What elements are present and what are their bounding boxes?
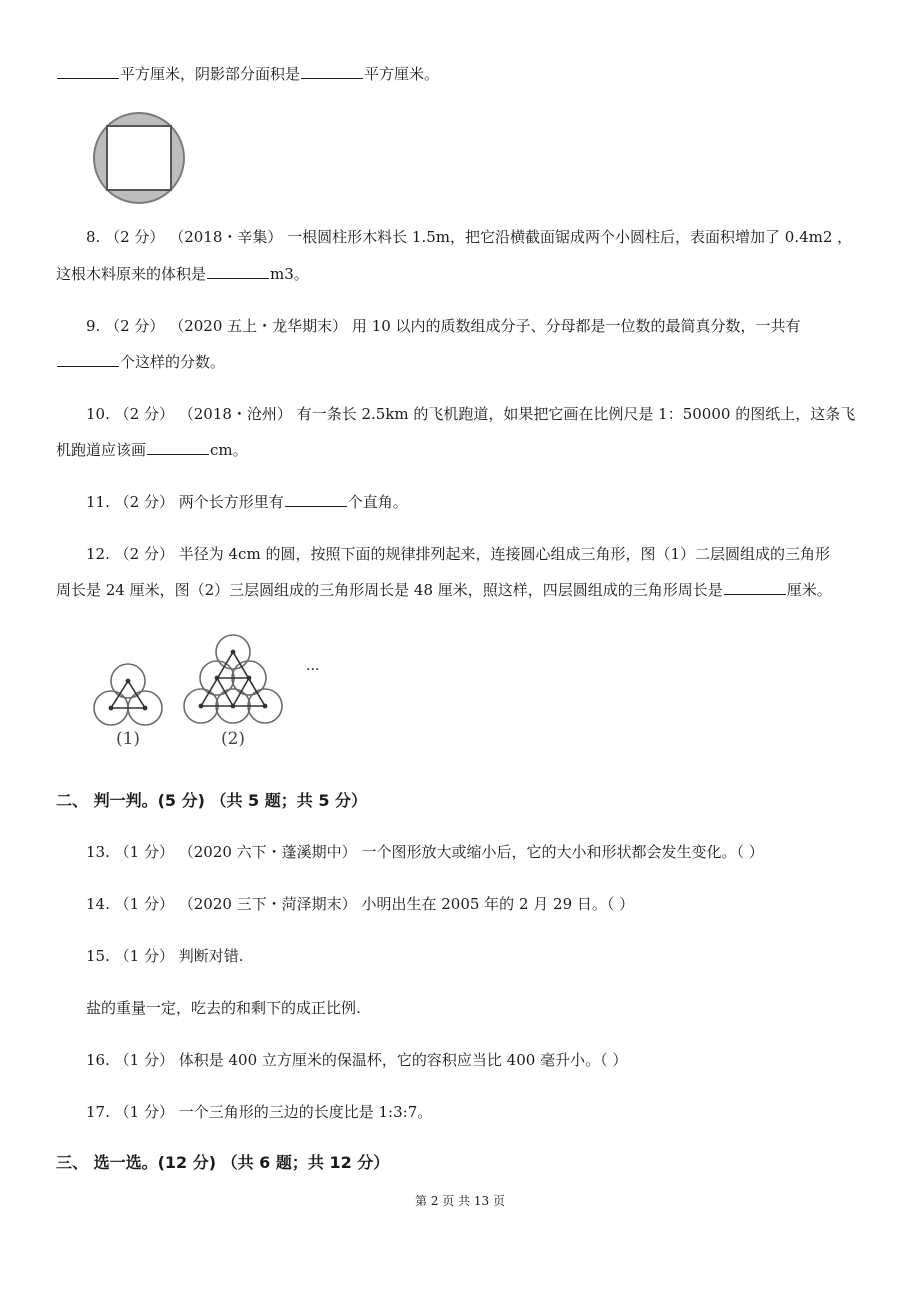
q8-text-2: 这根木料原来的体积是 <box>56 265 207 283</box>
q16-number: 16. <box>86 1051 110 1069</box>
q9-line-1 <box>86 316 801 336</box>
q17-number: 17. <box>86 1103 110 1121</box>
q9-line-2 <box>56 352 225 372</box>
q12-text-2: 周长是 24 厘米，图（2）三层圆组成的三角形周长是 48 厘米，照这样，四层圆组成的三角形周长是 <box>56 581 723 599</box>
q10-line-1 <box>86 404 855 424</box>
q10-points: （2 分） <box>114 405 174 423</box>
q14-source: （2020 三下・菏泽期末） <box>178 895 357 913</box>
q12-ellipsis: ··· <box>306 662 320 678</box>
answer-blank[interactable] <box>207 264 269 279</box>
q8-line-1 <box>86 227 852 247</box>
q13-points: （1 分） <box>114 843 174 861</box>
page-footer: 第 2 页 共 13 页 <box>415 1194 505 1208</box>
answer-blank[interactable] <box>57 64 119 79</box>
q9-source: （2020 五上・龙华期末） <box>169 317 348 335</box>
q9-text: 用 10 以内的质数组成分子、分母都是一位数的最简真分数，一共有 <box>351 317 801 335</box>
answer-blank[interactable] <box>285 492 347 507</box>
q13-text: 一个图形放大或缩小后，它的大小和形状都会发生变化。（ ） <box>361 843 764 861</box>
q10-text: 有一条长 2.5km 的飞机跑道，如果把它画在比例尺是 1：50000 的图纸上，这条飞 <box>296 405 856 423</box>
answer-blank[interactable] <box>57 352 119 367</box>
q8-number: 8. <box>86 228 101 246</box>
q15-number: 15. <box>86 947 110 965</box>
q16-line <box>86 1050 627 1070</box>
q8-text-2-tail: m3。 <box>270 265 309 283</box>
answer-blank[interactable] <box>724 580 786 595</box>
q13-number: 13. <box>86 843 110 861</box>
q12-fig-label-1: (1) <box>115 729 141 748</box>
q17-line <box>86 1102 432 1122</box>
q10-source: （2018・沧州） <box>178 405 292 423</box>
q17-points: （1 分） <box>114 1103 174 1121</box>
q11-number: 11. <box>86 493 110 511</box>
q11-line <box>86 492 408 512</box>
answer-blank[interactable] <box>147 440 209 455</box>
q12-line-1 <box>86 544 830 564</box>
q16-points: （1 分） <box>114 1051 174 1069</box>
q10-text-2: 机跑道应该画 <box>56 441 147 459</box>
q8-points: （2 分） <box>105 228 165 246</box>
q12-text-2-tail: 厘米。 <box>786 581 832 599</box>
q7-circle-square-figure <box>90 110 190 210</box>
q12-text: 半径为 4cm 的圆，按照下面的规律排列起来，连接圆心组成三角形，图（1）二层圆组成的三角形 <box>178 545 830 563</box>
q12-points: （2 分） <box>114 545 174 563</box>
q10-line-2 <box>56 440 248 460</box>
q7-answer-line <box>56 64 439 84</box>
q8-text: 一根圆柱形木料长 1.5m，把它沿横截面锯成两个小圆柱后，表面积增加了 0.4m2 ， <box>287 228 853 246</box>
section-2-heading: 二、 判一判。(5 分) （共 5 题；共 5 分） <box>56 791 368 810</box>
q9-points: （2 分） <box>105 317 165 335</box>
q10-number: 10. <box>86 405 110 423</box>
q12-number: 12. <box>86 545 110 563</box>
q15-line <box>86 946 244 966</box>
q11-points: （2 分） <box>114 493 174 511</box>
q7-tail-b: 平方厘米。 <box>364 65 440 83</box>
q13-line <box>86 842 764 862</box>
q10-text-2-tail: cm。 <box>210 441 248 459</box>
q17-text: 一个三角形的三边的长度比是 1:3:7。 <box>178 1103 433 1121</box>
q12-fig-label-2: (2) <box>220 729 246 748</box>
q15-points: （1 分） <box>114 947 174 965</box>
q12-figure-1 <box>88 628 168 748</box>
q13-source: （2020 六下・蓬溪期中） <box>178 843 357 861</box>
q7-tail-a: 平方厘米，阴影部分面积是 <box>120 65 301 83</box>
q16-text: 体积是 400 立方厘米的保温杯，它的容积应当比 400 毫升小。（ ） <box>178 1051 628 1069</box>
q9-number: 9. <box>86 317 101 335</box>
q15-text: 判断对错. <box>178 947 244 965</box>
q8-line-2 <box>56 264 309 284</box>
q9-text-2-tail: 个这样的分数。 <box>120 353 226 371</box>
q12-figure-2 <box>178 622 288 748</box>
q11-text-tail: 个直角。 <box>347 493 408 511</box>
q14-text: 小明出生在 2005 年的 2 月 29 日。（ ） <box>361 895 635 913</box>
q14-number: 14. <box>86 895 110 913</box>
q15-statement: 盐的重量一定，吃去的和剩下的成正比例. <box>86 999 361 1017</box>
q14-line <box>86 894 634 914</box>
answer-blank[interactable] <box>301 64 363 79</box>
section-3-heading: 三、 选一选。(12 分) （共 6 题；共 12 分） <box>56 1153 390 1172</box>
q11-text: 两个长方形里有 <box>178 493 284 511</box>
q8-source: （2018・辛集） <box>169 228 283 246</box>
q12-line-2 <box>56 580 832 600</box>
q14-points: （1 分） <box>114 895 174 913</box>
